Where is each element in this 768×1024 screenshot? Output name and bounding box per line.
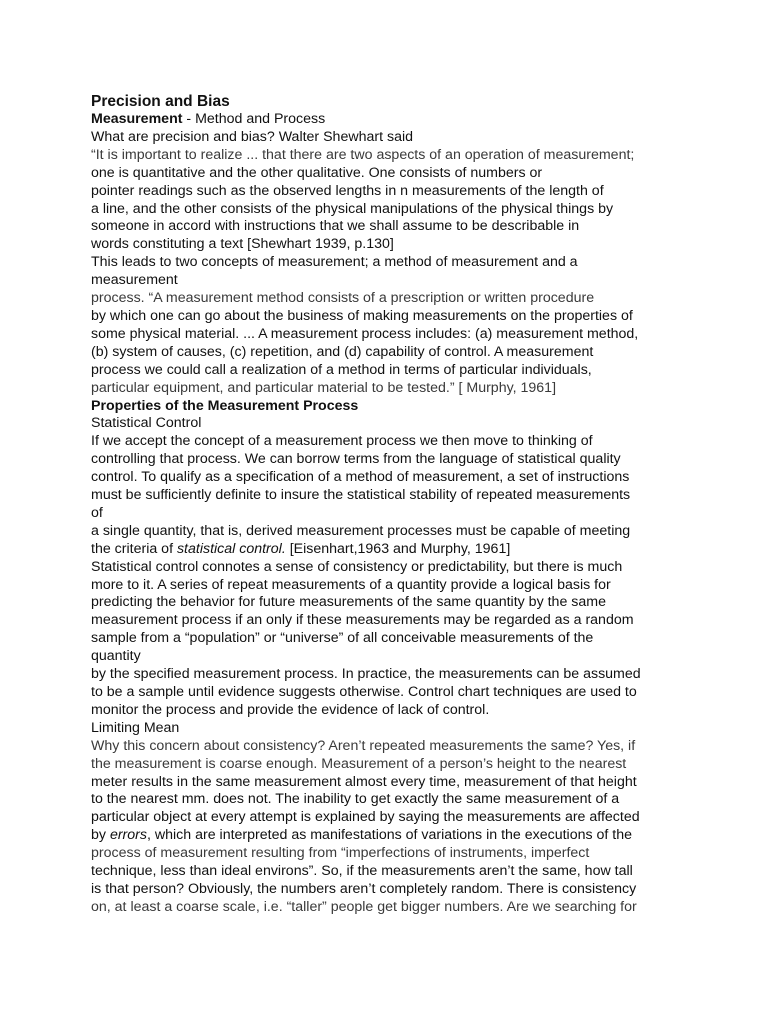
text-line: by which one can go about the business of making measurements on the properties of: [91, 307, 633, 324]
text-line: someone in accord with instructions that we shall assume to be describable in: [91, 218, 580, 235]
text-line: process of measurement resulting from “imperfections of instruments, imperfect: [91, 845, 590, 862]
text-line-errors: [91, 827, 691, 845]
text-line: a line, and the other consists of the physical manipulations of the physical things by: [91, 200, 614, 217]
text-line: meter results in the same measurement almost every time, measurement of that height: [91, 773, 637, 790]
text-line: of: [91, 504, 103, 521]
text-line: sample from a “population” or “universe” of all conceivable measurements of the: [91, 630, 594, 647]
criteria-emphasis: statistical control.: [176, 540, 286, 557]
text-line: a single quantity, that is, derived measurement processes must be capable of meeting: [91, 522, 631, 539]
criteria-pre: the criteria of: [91, 540, 177, 557]
errors-post: , which are interpreted as manifestations of variations in the executions of the: [147, 827, 633, 844]
document-title: Precision and Bias: [91, 93, 230, 110]
text-line: words constituting a text [Shewhart 1939, p.130]: [91, 236, 394, 253]
text-line: What are precision and bias? Walter Shewhart said: [91, 128, 414, 145]
text-line: to be a sample until evidence suggests otherwise. Control chart techniques are used to: [91, 684, 637, 700]
text-line: more to it. A series of repeat measurements of a quantity provide a logical basis for: [91, 576, 611, 593]
subheading-statistical-control: Statistical Control: [91, 415, 202, 432]
text-line: Statistical control connotes a sense of consistency or predictability, but there is much: [91, 558, 623, 575]
text-line: by the specified measurement process. In practice, the measurements can be assumed: [91, 666, 641, 683]
text-line: (b) system of causes, (c) repetition, and (d) capability of control. A measurement: [91, 343, 594, 360]
criteria-post: [Eisenhart,1963 and Murphy, 1961]: [285, 540, 511, 557]
text-line: control. To qualify as a specification of a method of measurement, a set of instructions: [91, 469, 630, 486]
errors-pre: by: [91, 827, 110, 844]
text-line: “It is important to realize ... that there are two aspects of an operation of measurement;: [91, 146, 635, 163]
text-line: If we accept the concept of a measurement process we then move to thinking of: [91, 433, 593, 450]
text-line-criteria: [91, 541, 691, 559]
text-line: particular object at every attempt is explained by saying the measurements are affected: [91, 809, 640, 826]
subtitle-rest: - Method and Process: [182, 111, 326, 127]
text-line: to the nearest mm. does not. The inability to get exactly the same measurement of a: [91, 791, 620, 808]
text-line: This leads to two concepts of measurement; a method of measurement and a: [91, 254, 578, 271]
text-line: measurement process if an only if these measurements may be regarded as a random: [91, 612, 634, 629]
text-line: on, at least a coarse scale, i.e. “taller” people get bigger numbers. Are we searching for: [91, 898, 637, 915]
text-line: measurement: [91, 272, 178, 289]
text-line: must be sufficiently definite to insure the statistical stability of repeated measurements: [91, 487, 631, 504]
text-line: Why this concern about consistency? Aren’t repeated measurements the same? Yes, if: [91, 737, 636, 754]
text-line: some physical material. ... A measurement process includes: (a) measurement method,: [91, 325, 639, 342]
text-line: process we could call a realization of a method in terms of particular individuals,: [91, 361, 592, 378]
section-subtitle: [91, 111, 691, 129]
text-line: quantity: [91, 648, 141, 665]
subheading-limiting-mean: Limiting Mean: [91, 719, 180, 736]
text-line: particular equipment, and particular material to be tested.” [ Murphy, 1961]: [91, 379, 557, 396]
text-line: technique, less than ideal environs”. So, if the measurements aren’t the same, how tall: [91, 863, 633, 880]
text-line: the measurement is coarse enough. Measurement of a person’s height to the nearest: [91, 755, 627, 772]
text-line: monitor the process and provide the evidence of lack of control.: [91, 701, 490, 718]
text-line: process. “A measurement method consists of a prescription or written procedure: [91, 290, 595, 307]
text-line: is that person? Obviously, the numbers aren’t completely random. There is consistency: [91, 880, 637, 897]
errors-emphasis: errors: [109, 827, 147, 844]
text-line: predicting the behavior for future measurements of the same quantity by the same: [91, 594, 606, 611]
text-line: controlling that process. We can borrow terms from the language of statistical quality: [91, 451, 621, 468]
text-line: pointer readings such as the observed lengths in n measurements of the length of: [91, 182, 604, 199]
subtitle-bold: Measurement: [91, 111, 183, 127]
document-body: [91, 93, 691, 917]
text-line: one is quantitative and the other qualitative. One consists of numbers or: [91, 164, 543, 181]
section-heading: Properties of the Measurement Process: [91, 397, 359, 414]
